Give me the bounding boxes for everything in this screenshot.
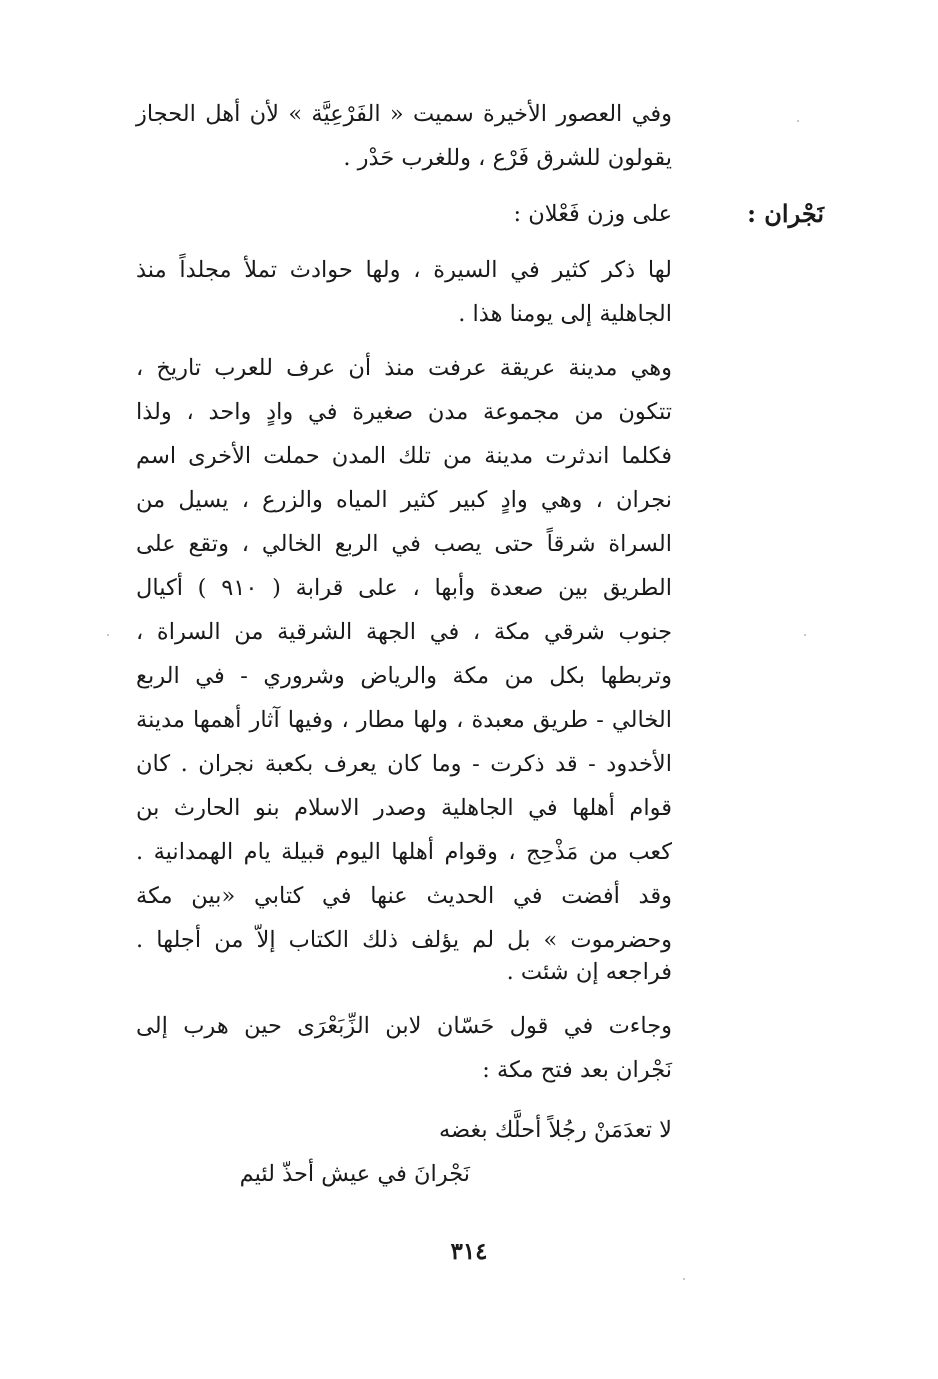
intro-paragraph: [136, 92, 672, 180]
text-line: نجران ، وهي وادٍ كبير كثير المياه والزرع ، يسيل من: [136, 487, 672, 513]
text-line: الأخدود - قد ذكرت - وما كان يعرف بكعبة نجران . كان: [136, 751, 672, 777]
paragraph-quote-intro: [136, 1004, 672, 1092]
text-line: وجاءت في قول حَسّان لابن الزِّبَعْرَى حين هرب إلى: [136, 1013, 672, 1039]
poem-verse-2: نَجْرانَ في عيش أحذّ لئيم: [239, 1161, 470, 1187]
scan-speck: [804, 634, 806, 636]
text-line: الطريق بين صعدة وأبها ، على قرابة ( ٩١٠ ) أكيال: [136, 575, 672, 601]
text-line: وهي مدينة عريقة عرفت منذ أن عرف للعرب تاريخ ،: [136, 355, 672, 381]
paragraph-description: [136, 346, 672, 962]
text-line: السراة شرقاً حتى يصب في الربع الخالي ، وتقع على: [136, 531, 672, 557]
text-line: قوام أهلها في الجاهلية وصدر الاسلام بنو الحارث بن: [136, 795, 672, 821]
text-line: يقولون للشرق فَرْع ، وللغرب حَدْر .: [343, 145, 672, 171]
text-line: على وزن فَعْلان :: [513, 201, 672, 227]
paragraph-reference: [136, 950, 672, 994]
text-line: فراجعه إن شئت .: [506, 959, 672, 985]
paragraph-history: [136, 248, 672, 336]
text-line: نَجْران بعد فتح مكة :: [482, 1057, 672, 1083]
text-line: تتكون من مجموعة مدن صغيرة في وادٍ واحد ، ولذا: [136, 399, 672, 425]
text-line: الجاهلية إلى يومنا هذا .: [458, 301, 672, 327]
text-line: فكلما اندثرت مدينة من تلك المدن حملت الأخرى اسم: [136, 443, 672, 469]
text-line: جنوب شرقي مكة ، في الجهة الشرقية من السراة ،: [136, 619, 672, 645]
page-number: ٣١٤: [450, 1238, 488, 1265]
entry-heading: نَجْران :: [747, 199, 824, 228]
text-line: وحضرموت » بل لم يؤلف ذلك الكتاب إلاّ من أجلها .: [136, 927, 672, 953]
text-line: كعب من مَذْحِج ، وقوام أهلها اليوم قبيلة يام الهمدانية .: [136, 839, 672, 865]
text-line: وفي العصور الأخيرة سميت « الفَرْعِيَّة » لأن أهل الحجاز: [136, 101, 672, 127]
text-line: وقد أفضت في الحديث عنها في كتابي «بين مكة: [136, 883, 672, 909]
scan-speck: [797, 120, 799, 122]
entry-meter: [136, 192, 672, 236]
text-line: لها ذكر كثير في السيرة ، ولها حوادث تملأ مجلداً منذ: [136, 257, 672, 283]
scan-speck: [107, 634, 109, 636]
scan-speck: [683, 1278, 685, 1280]
text-line: الخالي - طريق معبدة ، ولها مطار ، وفيها آثار أهمها مدينة: [136, 707, 672, 733]
poem-verse-1: لا تعدَمَنْ رجُلاً أحلَّك بغضه: [438, 1117, 672, 1143]
text-line: وتربطها بكل من مكة والرياض وشروري - في الربع: [136, 663, 672, 689]
